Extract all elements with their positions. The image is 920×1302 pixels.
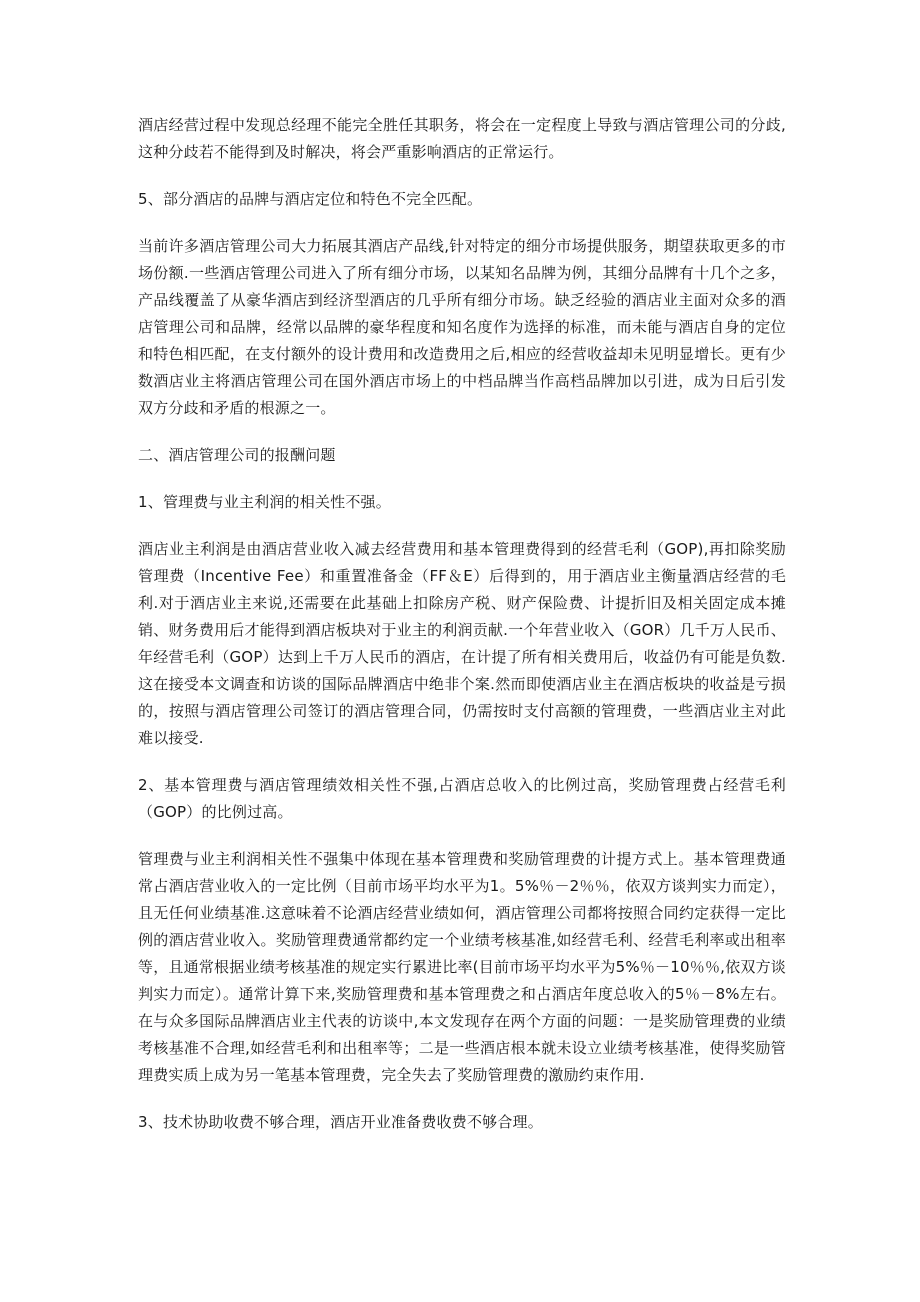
paragraph-owner-profit: 酒店业主利润是由酒店营业收入减去经营费用和基本管理费得到的经营毛利（GOP),再扣除奖励管理费（Incentive Fee）和重置准备金（FF＆E）后得到的，用于酒店业主衡量酒店经营的毛利.对于酒店业主来说,还需要在此基础上扣除房产税、财产保险费、计提折旧及相关固定成本摊销、财务费用后才能得到酒店板块对于业主的利润贡献.一个年营业收入（GOR）几千万人民币、年经营毛利（GOP）达到上千万人民币的酒店，在计提了所有相关费用后，收益仍有可能是负数.这在接受本文调查和访谈的国际品牌酒店中绝非个案.然而即使酒店业主在酒店板块的收益是亏损的，按照与酒店管理公司签订的酒店管理合同，仍需按时支付高额的管理费，一些酒店业主对此难以接受. — [138, 540, 786, 747]
paragraph-general-manager-dispute: 酒店经营过程中发现总经理不能完全胜任其职务，将会在一定程度上导致与酒店管理公司的分歧,这种分歧若不能得到及时解决，将会严重影响酒店的正常运行。 — [138, 116, 786, 161]
document-body — [138, 112, 786, 1136]
heading-base-fee-ratio: 2、基本管理费与酒店管理绩效相关性不强,占酒店总收入的比例过高，奖励管理费占经营毛利（GOP）的比例过高。 — [138, 776, 786, 821]
heading-brand-mismatch: 5、部分酒店的品牌与酒店定位和特色不完全匹配。 — [138, 190, 483, 208]
heading-technical-assistance-fee: 3、技术协助收费不够合理，酒店开业准备费收费不够合理。 — [138, 1113, 543, 1131]
heading-management-fee-correlation: 1、管理费与业主利润的相关性不强。 — [138, 493, 391, 511]
paragraph-fee-calculation: 管理费与业主利润相关性不强集中体现在基本管理费和奖励管理费的计提方式上。基本管理费通常占酒店营业收入的一定比例（目前市场平均水平为1。5%％－2％％，依双方谈判实力而定），且无任何业绩基准.这意味着不论酒店经营业绩如何，酒店管理公司都将按照合同约定获得一定比例的酒店营业收入。奖励管理费通常都约定一个业绩考核基准,如经营毛利、经营毛利率或出租率等，且通常根据业绩考核基准的规定实行累进比率(目前市场平均水平为5%％－10％％,依双方谈判实力而定）。通常计算下来,奖励管理费和基本管理费之和占酒店年度总收入的5％－8%左右。在与众多国际品牌酒店业主代表的访谈中,本文发现存在两个方面的问题：一是奖励管理费的业绩考核基准不合理,如经营毛利和出租率等；二是一些酒店根本就未设立业绩考核基准，使得奖励管理费实质上成为另一笔基本管理费，完全失去了奖励管理费的激励约束作用. — [138, 850, 786, 1084]
paragraph-brand-product-line: 当前许多酒店管理公司大力拓展其酒店产品线,针对特定的细分市场提供服务，期望获取更多的市场份额.一些酒店管理公司进入了所有细分市场，以某知名品牌为例，其细分品牌有十几个之多，产品线覆盖了从豪华酒店到经济型酒店的几乎所有细分市场。缺乏经验的酒店业主面对众多的酒店管理公司和品牌，经常以品牌的豪华程度和知名度作为选择的标准，而未能与酒店自身的定位和特色相匹配，在支付额外的设计费用和改造费用之后,相应的经营收益却未见明显增长。更有少数酒店业主将酒店管理公司在国外酒店市场上的中档品牌当作高档品牌加以引进，成为日后引发双方分歧和矛盾的根源之一。 — [138, 237, 786, 417]
section-heading-remuneration: 二、酒店管理公司的报酬问题 — [138, 446, 336, 464]
